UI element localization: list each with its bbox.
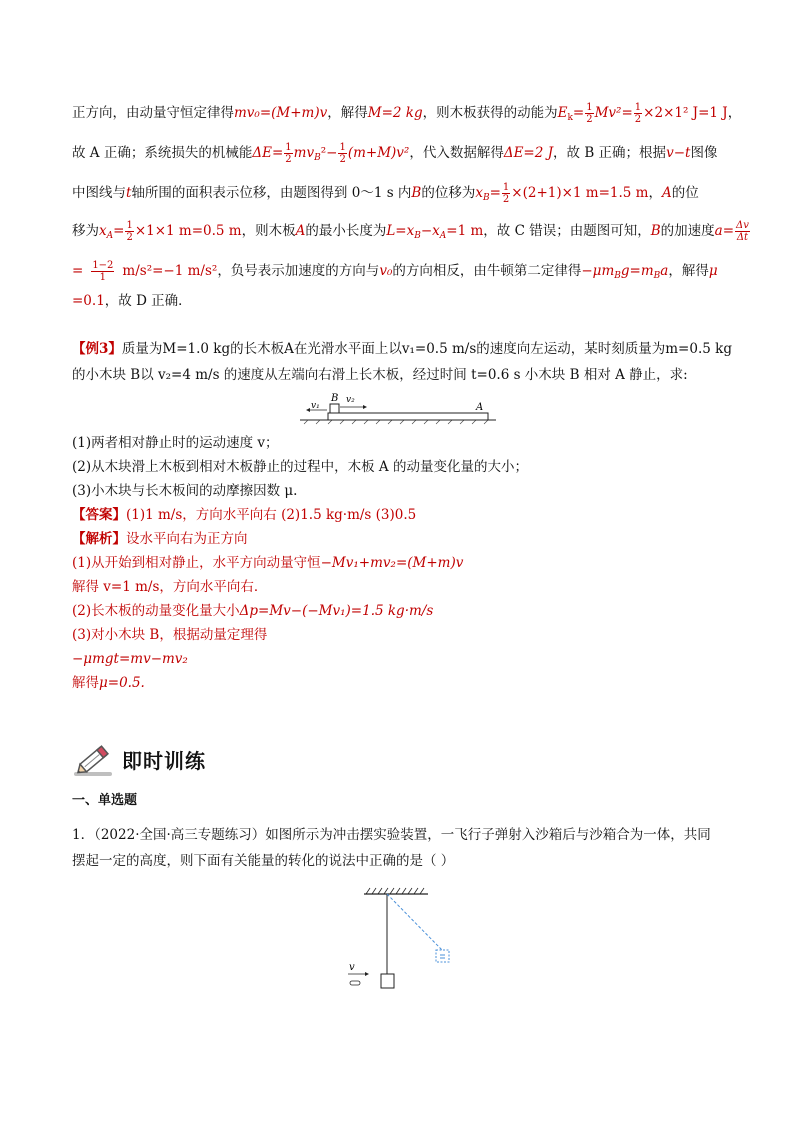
v1-label: v₁ — [311, 401, 320, 411]
board-block-figure — [72, 388, 722, 428]
solution-line-5: = $\frac{1-2}{1}$ m/s²=−1 m/s²，负号表示加速度的方向与v₀的方向相反，由牛顿第二定律得$-\mu m_Bg=m_Ba$，解得μ — [72, 260, 718, 283]
example-3-line-1: 【例3】质量为M=1.0 kg的长木板A在光滑水平面上以v₁=0.5 m/s的速度向左运动，某时刻质量为m=0.5 kg — [72, 341, 732, 357]
training-question-1-line-1: 1．（2022·全国·高三专题练习）如图所示为冲击摆实验装置，一飞行子弹射入沙箱后与沙箱合为一体，共同 — [72, 827, 711, 843]
board-a — [328, 413, 488, 420]
example-3-line-2: 的小木块 B以 v₂=4 m/s 的速度从左端向右滑上长木板，经过时间 t=0.6 s 小木块 B 相对 A 静止，求: — [72, 367, 688, 383]
board-a-label: A — [476, 402, 484, 413]
v2-label: v₂ — [346, 395, 355, 405]
bullet — [350, 981, 360, 985]
question-3: (3)小木块与长木板间的动摩擦因数 μ. — [72, 483, 298, 499]
question-2: (2)从木块滑上木板到相对木板静止的过程中，木板 A 的动量变化量的大小； — [72, 459, 528, 475]
analysis-step-5: −μmgt=mv−mv₂ — [72, 651, 188, 667]
block-b-label: B — [331, 393, 339, 404]
solution-continuation — [72, 96, 749, 312]
solution-line-1: 正方向，由动量守恒定律得mv₀=(M+m)v，解得M=2 kg，则木板获得的动能为$E_k=$ $\frac{1}{2}$ Mv²= $\frac{1}{2}$ ×2×1² J=1 J， — [72, 102, 742, 125]
bullet-velocity-label: v — [349, 962, 355, 973]
block-b — [330, 404, 339, 413]
fraction: $\frac{1}{2}$ — [339, 142, 346, 165]
fraction: $\frac{1-2}{1}$ — [92, 260, 114, 283]
fraction: $\frac{1}{2}$ — [126, 220, 133, 243]
fraction: $\frac{\Delta v}{\Delta t}$ — [736, 220, 749, 243]
fraction: $\frac{1}{2}$ — [285, 142, 292, 165]
section-heading: 一、单选题 — [72, 793, 138, 808]
training-question-1-line-2: 摆起一定的高度，则下面有关能量的转化的说法中正确的是（ ） — [72, 853, 455, 869]
training-question-1 — [72, 822, 722, 874]
analysis-step-2: 解得 v=1 m/s，方向水平向右． — [72, 579, 268, 595]
question-1: (1)两者相对静止时的运动速度 v； — [72, 435, 279, 451]
ballistic-pendulum-figure — [330, 882, 490, 1002]
analysis-step-4: (3)对小木块 B，根据动量定理得 — [72, 627, 268, 643]
solution-line-4: 移为$x_A=$ $\frac{1}{2}$ ×1×1 m=0.5 m，则木板A的最小长度为$L=x_B-x_A=1$ m，故 C 错误；由题图可知，B的加速度a= $\frac{\Delta v}{\Delta t}$ — [72, 220, 749, 243]
analysis-step-3: (2)长木板的动量变化量大小Δp=Mv−(−Mv₁)=1.5 kg·m/s — [72, 603, 434, 619]
solution-line-6: =0.1，故 D 正确． — [72, 293, 192, 309]
fraction: $\frac{1}{2}$ — [502, 182, 510, 205]
fraction: $\frac{1}{2}$ — [634, 102, 642, 125]
answer: 【答案】(1)1 m/s，方向水平向右 (2)1.5 kg·m/s (3)0.5 — [72, 507, 417, 523]
pencil-icon — [72, 739, 116, 779]
swung-sandbox — [436, 950, 449, 962]
analysis: 【解析】设水平向右为正方向 — [72, 531, 248, 547]
analysis-step-6: 解得μ=0.5. — [72, 675, 145, 691]
training-title: 即时训练 — [122, 748, 206, 773]
sandbox — [381, 974, 394, 988]
swung-string — [387, 894, 442, 950]
analysis-step-1: (1)从开始到相对静止，水平方向动量守恒−Mv₁+mv₂=(M+m)v — [72, 555, 464, 571]
solution-line-3: 中图线与t轴所围的面积表示位移，由题图得到 0～1 s 内B的位移为$x_B=$ $\frac{1}{2}$ ×(2+1)×1 m=1.5 m，A的位 — [72, 182, 699, 205]
fraction: $\frac{1}{2}$ — [586, 102, 593, 125]
example-3 — [72, 338, 732, 694]
training-banner — [72, 738, 206, 780]
solution-line-2: 故 A 正确；系统损失的机械能ΔE= $\frac{1}{2}$ $mv_B^2-$ $\frac{1}{2}$ (m+M)v²，代入数据解得ΔE=2 J，故 B 正确；根据v−t图像 — [72, 142, 718, 165]
